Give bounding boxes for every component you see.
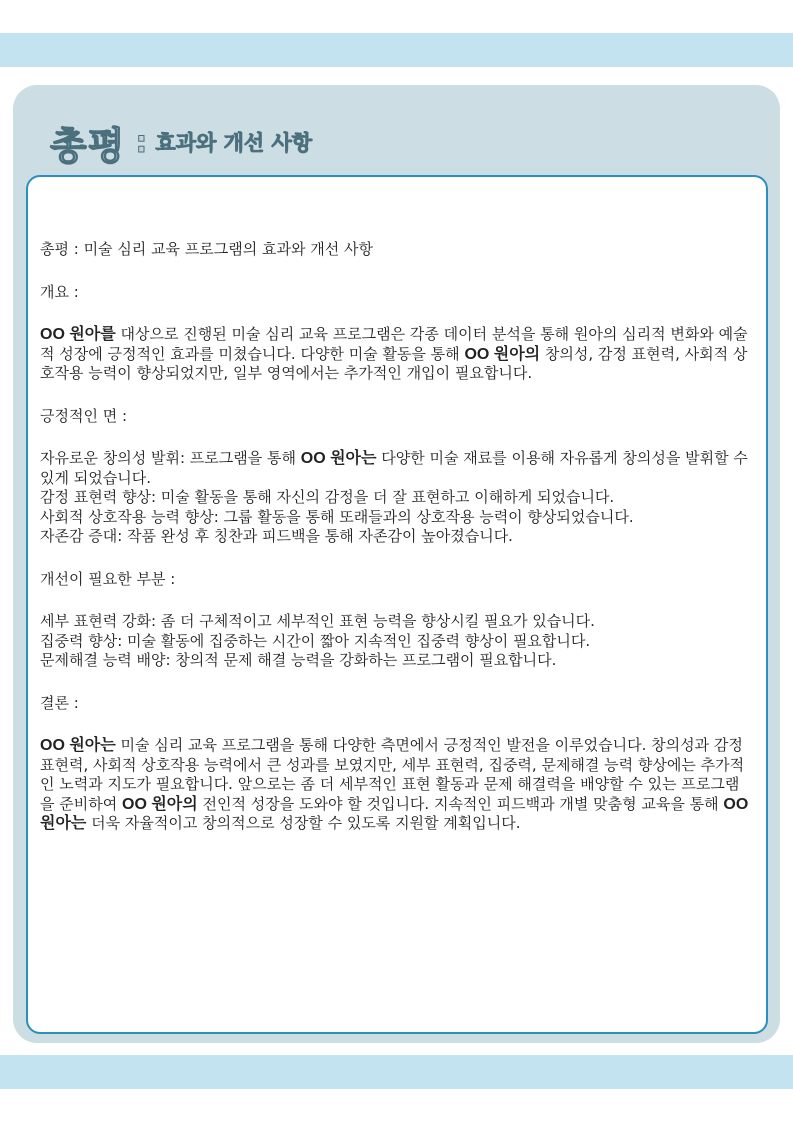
overview-text: 대상으로 진행된 미술 심리 교육 프로그램은 각종 데이터 분석을 통해 원아의 심리적 변화와 예술적 성장에 긍정적인 효과를 미쳤습니다. 다양한 미술 활동을 통해 <box>40 325 748 363</box>
positive-text: 자유로운 창의성 발휘: 프로그램을 통해 <box>40 449 301 467</box>
document-body <box>40 240 752 834</box>
child-name: OO 원아의 <box>464 345 541 363</box>
conclusion-paragraph <box>40 736 752 834</box>
positive-item: 감정 표현력 향상: 미술 활동을 통해 자신의 감정을 더 잘 표현하고 이해하게 되었습니다. <box>40 488 615 506</box>
document-title: 총평 : 미술 심리 교육 프로그램의 효과와 개선 사항 <box>40 240 374 258</box>
child-name: OO 원아를 <box>40 326 116 343</box>
top-band <box>0 33 793 67</box>
heading-subtitle: 효과와 개선 사항 <box>155 131 313 155</box>
positive-item: 자존감 증대: 작품 완성 후 칭찬과 피드백을 통해 자존감이 높아졌습니다. <box>40 527 513 545</box>
overview-paragraph <box>40 325 752 384</box>
improvement-item: 세부 표현력 강화: 좀 더 구체적이고 세부적인 표현 능력을 향상시킬 필요가 있습니다. <box>40 612 595 630</box>
overview-text: 창의성, 감정 표현력, 사회적 상호작용 능력이 향상되었지만, 일부 영역에서는 추가적인 개입이 필요합니다. <box>40 344 748 382</box>
child-name: OO 원아는 <box>300 450 377 467</box>
conclusion-label: 결론 : <box>40 693 79 712</box>
positive-item: 사회적 상호작용 능력 향상: 그룹 활동을 통해 또래들과의 상호작용 능력이 향상되었습니다. <box>40 507 634 526</box>
overview-label: 개요 : <box>40 282 79 301</box>
heading-main: 총평 <box>50 123 126 168</box>
positive-item <box>40 449 752 488</box>
improvement-item: 문제해결 능력 배양: 창의적 문제 해결 능력을 강화하는 프로그램이 필요합니다. <box>40 651 557 669</box>
positive-text: 다양한 미술 재료를 이용해 자유롭게 창의성을 발휘할 수 있게 되었습니다. <box>40 449 748 487</box>
conclusion-text: 더욱 자율적이고 창의적으로 성장할 수 있도록 지원할 계획입니다. <box>86 814 521 832</box>
improvements-label: 개선이 필요한 부분 : <box>40 569 176 588</box>
child-name: OO 원아의 <box>122 795 198 813</box>
positives-label: 긍정적인 면 : <box>40 406 128 425</box>
section-heading <box>50 116 312 168</box>
child-name: OO 원아는 <box>40 795 749 832</box>
conclusion-text: 미술 심리 교육 프로그램을 통해 다양한 측면에서 긍정적인 발전을 이루었습니다. 창의성과 감정 표현력, 사회적 상호작용 능력에서 큰 성과를 보였지만, 세부 표현력, 집중력, 문제해결 능력 향상에는 추가적인 노력과 지도가 필요합니다. 앞으로는 좀 더 세부적인 표현 활동과 문제 해결력을 배양할 수 있는 프로그램을 준비하여 <box>40 736 745 813</box>
child-name: OO 원아는 <box>40 737 116 754</box>
improvement-item: 집중력 향상: 미술 활동에 집중하는 시간이 짧아 지속적인 집중력 향상이 필요합니다. <box>40 631 591 650</box>
conclusion-text: 전인적 성장을 도와야 할 것입니다. 지속적인 피드백과 개별 맞춤형 교육을 통해 <box>197 794 724 813</box>
bottom-band <box>0 1055 793 1089</box>
heading-colon: : <box>135 124 148 160</box>
